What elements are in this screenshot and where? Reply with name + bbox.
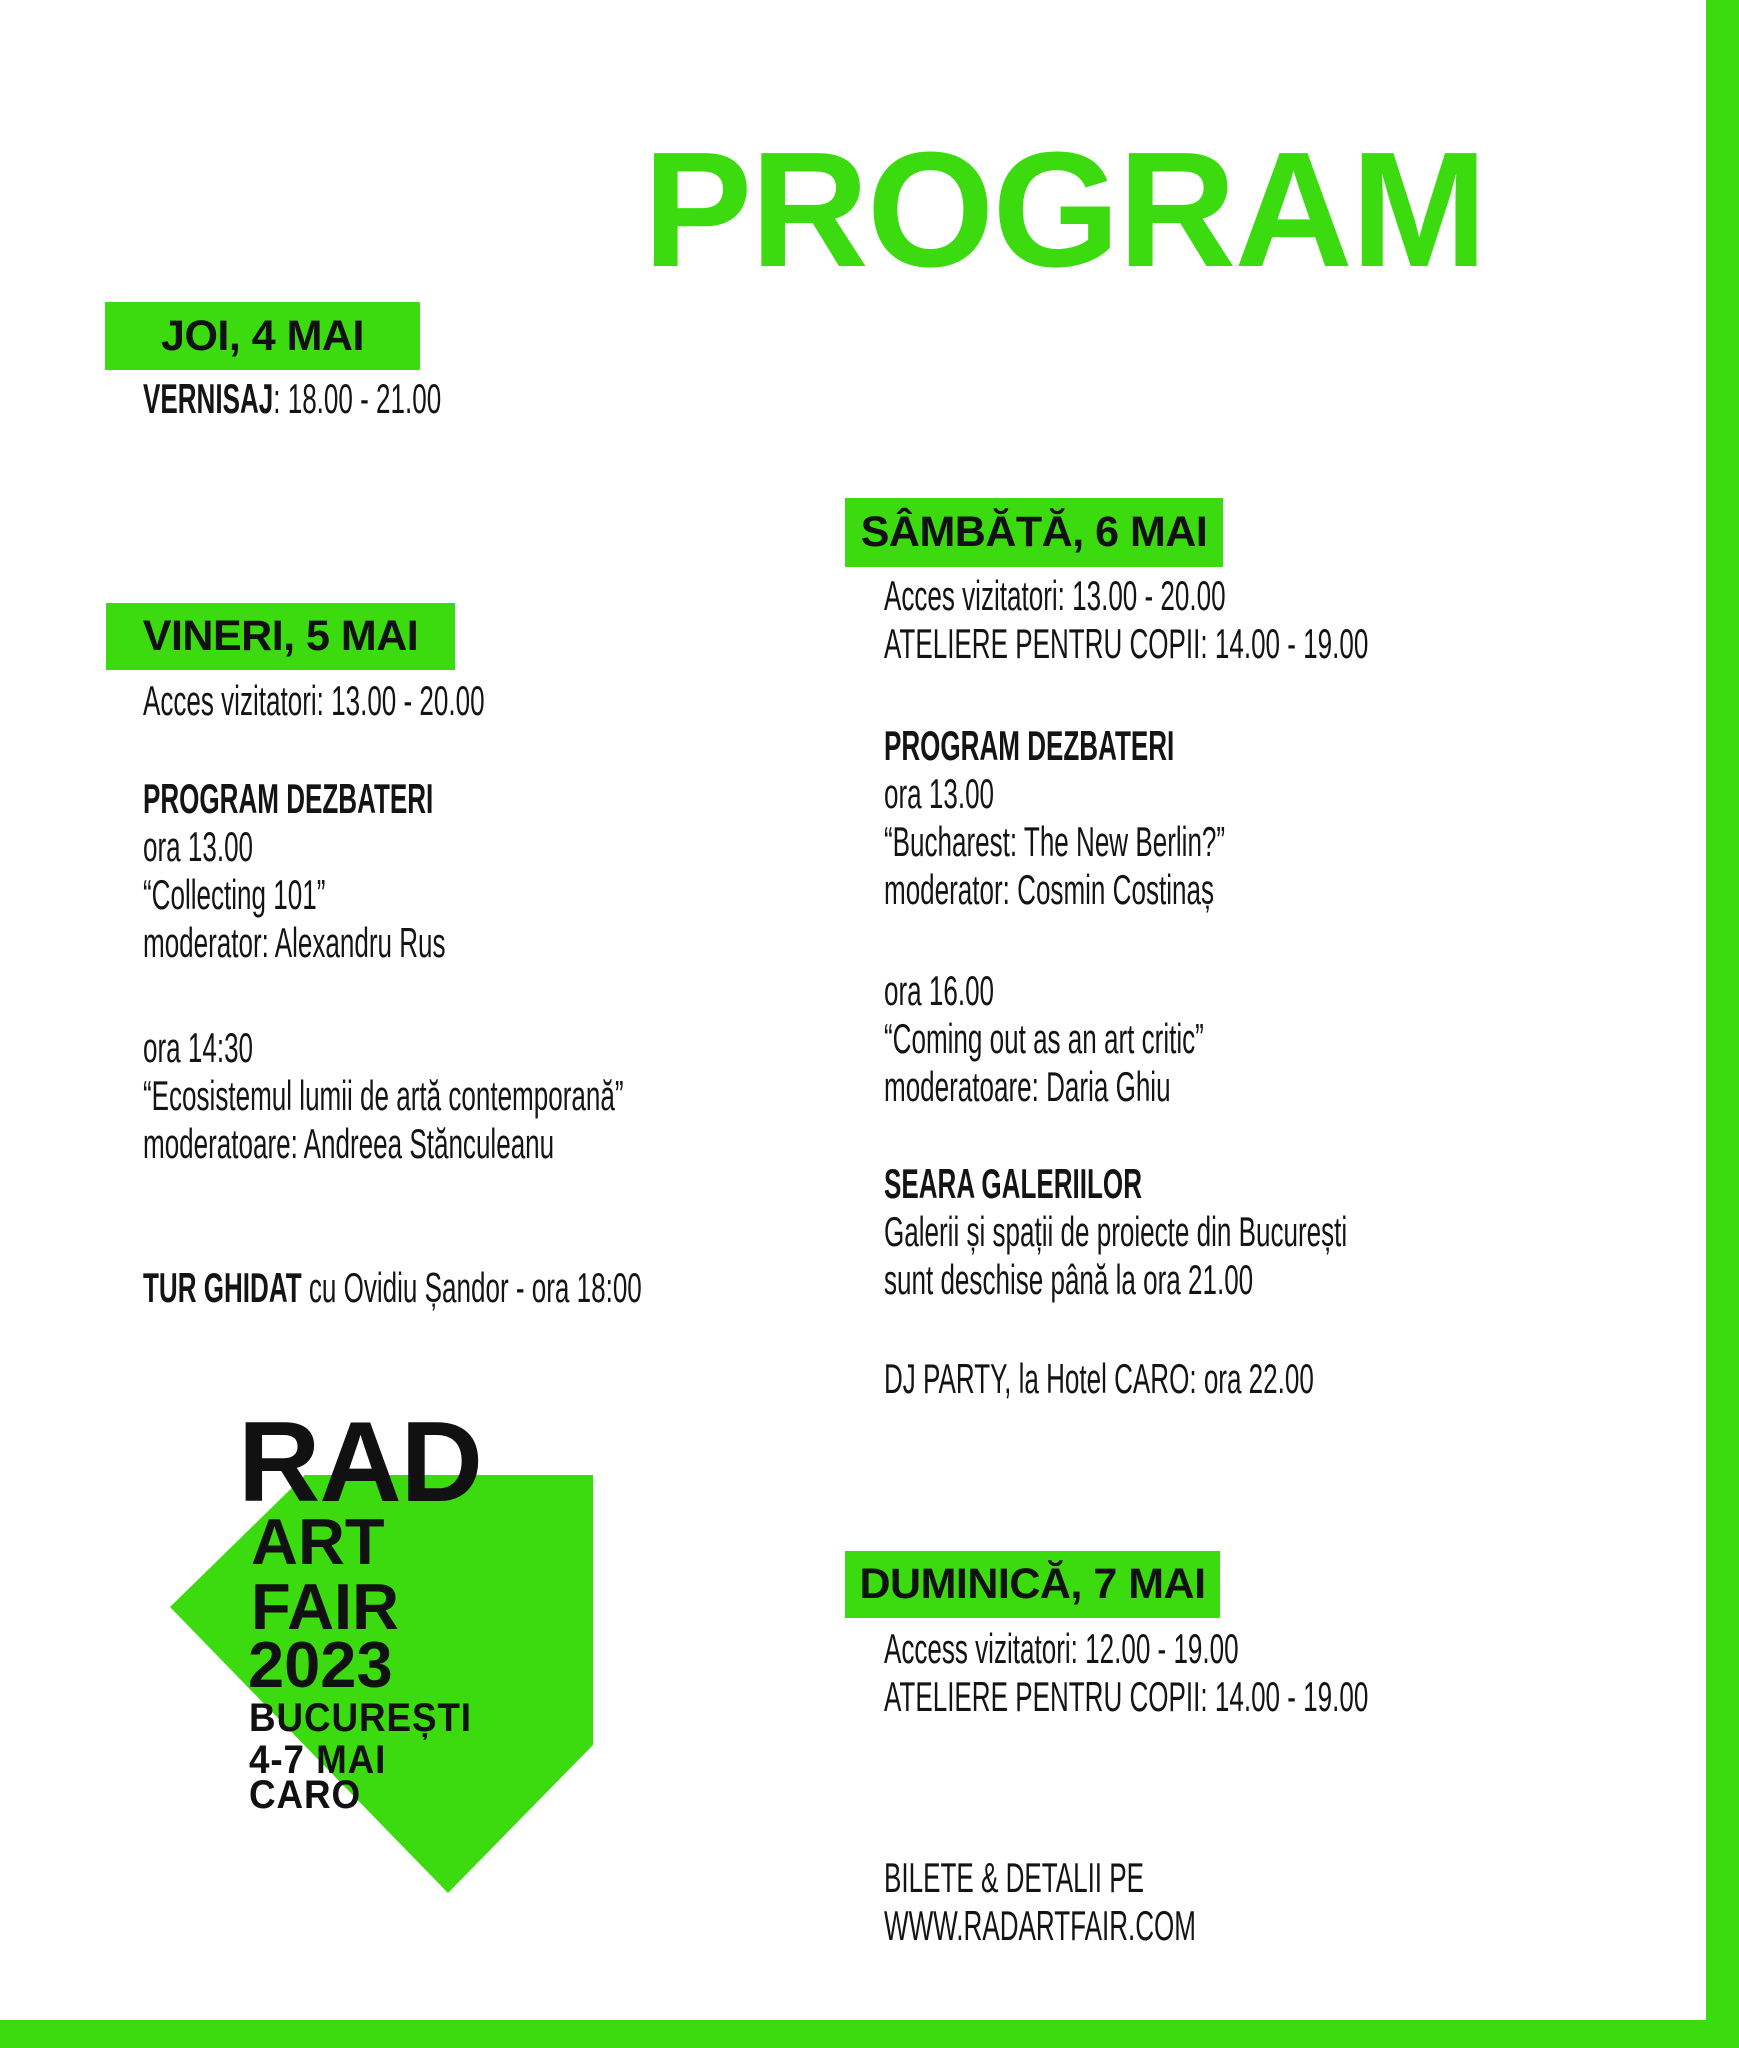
day-header-joi-label: JOI, 4 MAI [161, 311, 364, 360]
access-line: Acces vizitatori: 13.00 - 20.00 [884, 572, 1226, 619]
page-title: PROGRAM [643, 118, 1486, 301]
logo-year: 2023 [248, 1628, 393, 1701]
logo-art: ART [251, 1505, 385, 1578]
vernisaj-label: VERNISAJ [143, 375, 274, 422]
tour-rest: cu Ovidiu Șandor - ora 18:00 [301, 1264, 642, 1311]
slot-time: ora 13.00 [143, 823, 254, 870]
slot-title: “Ecosistemul lumii de artă contemporană” [143, 1072, 624, 1119]
slot-time: ora 13.00 [884, 770, 995, 817]
tour-label: TUR GHIDAT [143, 1264, 302, 1311]
day-header-sambata-label: SÂMBĂTĂ, 6 MAI [860, 508, 1208, 556]
galleries-title: SEARA GALERIILOR [884, 1160, 1142, 1207]
access-line: Acces vizitatori: 13.00 - 20.00 [143, 677, 485, 724]
logo-dates: 4-7 MAI [249, 1738, 387, 1782]
slot-moderator: moderatoare: Daria Ghiu [884, 1063, 1171, 1110]
slot-title: “Collecting 101” [143, 871, 326, 918]
debates-title: PROGRAM DEZBATERI [884, 722, 1175, 769]
slot-title: “Coming out as an art critic” [884, 1015, 1204, 1062]
galleries-line: sunt deschise până la ora 21.00 [884, 1256, 1254, 1303]
day-header-duminica-label: DUMINICĂ, 7 MAI [859, 1560, 1206, 1608]
galleries-line: Galerii și spații de proiecte din București [884, 1208, 1348, 1255]
logo-fair: FAIR [251, 1570, 400, 1643]
tickets-line: BILETE & DETALII PE [884, 1854, 1145, 1901]
vernisaj-time: : 18.00 - 21.00 [273, 375, 442, 422]
logo-city: BUCUREȘTI [249, 1696, 472, 1740]
logo-venue: CARO [249, 1773, 362, 1817]
slot-time: ora 16.00 [884, 967, 995, 1014]
slot-moderator: moderatoare: Andreea Stănculeanu [143, 1120, 555, 1167]
day-header-vineri-label: VINERI, 5 MAI [142, 612, 419, 660]
workshops-line: ATELIERE PENTRU COPII: 14.00 - 19.00 [884, 620, 1369, 667]
slot-moderator: moderator: Cosmin Costinaș [884, 866, 1214, 913]
access-line: Access vizitatori: 12.00 - 19.00 [884, 1625, 1239, 1672]
slot-title: “Bucharest: The New Berlin?” [884, 818, 1226, 865]
slot-moderator: moderator: Alexandru Rus [143, 919, 446, 966]
party-line: DJ PARTY, la Hotel CARO: ora 22.00 [884, 1355, 1314, 1402]
tickets-line: WWW.RADARTFAIR.COM [884, 1902, 1196, 1949]
debates-title: PROGRAM DEZBATERI [143, 775, 434, 822]
logo-rad: RAD [238, 1399, 482, 1526]
slot-time: ora 14:30 [143, 1024, 254, 1071]
workshops-line: ATELIERE PENTRU COPII: 14.00 - 19.00 [884, 1673, 1369, 1720]
